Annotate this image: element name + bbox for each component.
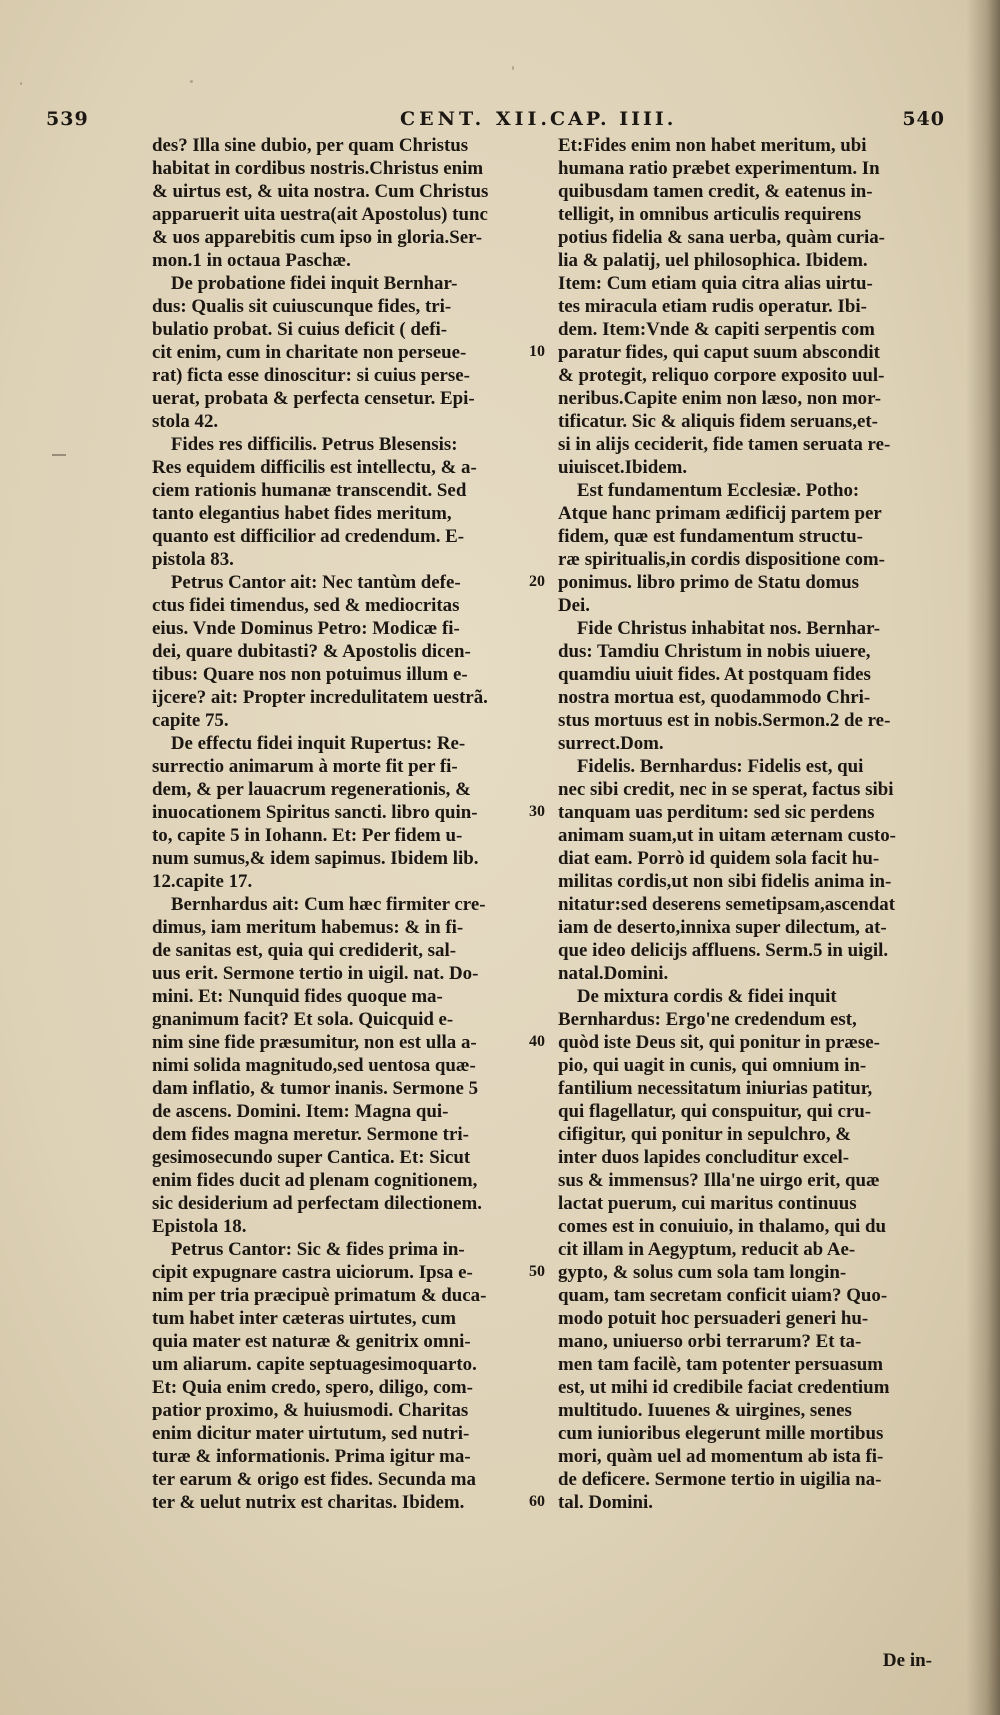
text-line: gnanimum facit? Et sola. Quicquid e- [152, 1009, 454, 1030]
text-line: capite 75. [152, 710, 229, 731]
text-line: de ascens. Domini. Item: Magna qui- [152, 1101, 449, 1122]
text-line: & uirtus est, & uita nostra. Cum Christus [152, 181, 489, 202]
text-line: animam suam,ut in uitam æternam custo- [558, 825, 896, 846]
text-line: tanto elegantius habet fides meritum, [152, 503, 452, 524]
text-line: surrectio animarum à morte fit per fi- [152, 756, 458, 777]
text-line: Res equidem difficilis est intellectu, & a- [152, 457, 477, 478]
text-line: Fidelis. Bernhardus: Fidelis est, qui [558, 756, 864, 777]
text-line: dem. Item:Vnde & capiti serpentis com [558, 319, 875, 340]
text-line: Dei. [558, 595, 590, 616]
text-line: eius. Vnde Dominus Petro: Modicæ fi- [152, 618, 460, 639]
text-line: si in alijs ceciderit, fide tamen seruata re- [558, 434, 891, 455]
text-line: ijcere? ait: Propter incredulitatem uestrã. [152, 687, 488, 708]
text-line: quibusdam tamen credit, & eatenus in- [558, 181, 873, 202]
paper-speck [190, 80, 193, 83]
text-line: humana ratio præbet experimentum. In [558, 158, 880, 179]
text-line: neribus.Capite enim non læso, non mor- [558, 388, 882, 409]
text-line: diat eam. Porrò id quidem sola facit hu- [558, 848, 880, 869]
text-line: ter & uelut nutrix est charitas. Ibidem. [152, 1492, 465, 1513]
text-line: quòd iste Deus sit, qui ponitur in præse- [558, 1032, 880, 1053]
text-line: nim per tria præcipuè primatum & duca- [152, 1285, 487, 1306]
text-line: nitatur:sed deserens semetipsam,ascendat [558, 894, 896, 915]
text-line: que ideo delicijs affluens. Serm.5 in uigil. [558, 940, 889, 961]
text-line: sic desiderium ad perfectam dilectionem. [152, 1193, 482, 1214]
text-line: dei, quare dubitasti? & Apostolis dicen- [152, 641, 471, 662]
text-line: natal.Domini. [558, 963, 669, 984]
text-line: Item: Cum etiam quia citra alias uirtu- [558, 273, 873, 294]
text-line: modo potuit hoc persuaderi generi hu- [558, 1308, 869, 1329]
text-line: turæ & informationis. Prima igitur ma- [152, 1446, 471, 1467]
text-line: cifigitur, qui ponitur in sepulchro, & [558, 1124, 852, 1145]
text-line: Fide Christus inhabitat nos. Bernhar- [558, 618, 881, 639]
text-line: inter duos lapides concluditur excel- [558, 1147, 850, 1168]
text-line: um aliarum. capite septuagesimoquarto. [152, 1354, 477, 1375]
paper-speck [512, 66, 514, 70]
text-line: des? Illa sine dubio, per quam Christus [152, 135, 469, 156]
text-line: nec sibi credit, nec in se sperat, factus sibi [558, 779, 894, 800]
text-line: mon.1 in octaua Paschæ. [152, 250, 351, 271]
text-line: De effectu fidei inquit Rupertus: Re- [152, 733, 466, 754]
text-line: est, ut mihi id credibile faciat credentium [558, 1377, 890, 1398]
text-line: rat) ficta esse dinoscitur: si cuius perse- [152, 365, 470, 386]
text-line: mini. Et: Nunquid fides quoque ma- [152, 986, 443, 1007]
text-line: dam inflatio, & tumor inanis. Sermone 5 [152, 1078, 479, 1099]
text-line: stola 42. [152, 411, 219, 432]
text-line: De mixtura cordis & fidei inquit [558, 986, 837, 1007]
right-text-column [558, 134, 936, 1514]
text-line: nimi solida magnitudo,sed uentosa quæ- [152, 1055, 476, 1076]
text-line: tibus: Quare nos non potuimus illum e- [152, 664, 468, 685]
text-line: dimus, iam meritum habemus: & in fi- [152, 917, 464, 938]
text-line: cit enim, cum in charitate non perseue- [152, 342, 467, 363]
running-head-right: CAP. IIII. [550, 108, 677, 130]
text-line: num sumus,& idem sapimus. Ibidem lib. [152, 848, 479, 869]
line-number: 10 [529, 343, 545, 360]
binding-shadow [966, 0, 1000, 1715]
text-line: enim dicitur mater uirtutum, sed nutri- [152, 1423, 470, 1444]
right-page-number: 540 [902, 108, 945, 130]
text-line: Epistola 18. [152, 1216, 247, 1237]
text-line: ræ spiritualis,in cordis dispositione com- [558, 549, 885, 570]
text-line: nostra mortua est, quodammodo Chri- [558, 687, 871, 708]
text-line: comes est in conuiuio, in thalamo, qui du [558, 1216, 887, 1237]
text-line: militas cordis,ut non sibi fidelis anima in- [558, 871, 892, 892]
text-line: quia mater est naturæ & genitrix omni- [152, 1331, 471, 1352]
margin-mark [52, 454, 66, 456]
text-line: gesimosecundo super Cantica. Et: Sicut [152, 1147, 471, 1168]
text-line: ponimus. libro primo de Statu domus [558, 572, 859, 593]
text-line: iam de deserto,innixa super dilectum, at- [558, 917, 887, 938]
text-line: Atque hanc primam ædificij partem per [558, 503, 882, 524]
text-line: men tam facilè, tam potenter persuasum [558, 1354, 883, 1375]
text-line: Petrus Cantor ait: Nec tantùm defe- [152, 572, 461, 593]
line-number: 30 [529, 803, 545, 820]
text-line: multitudo. Iuuenes & uirgines, senes [558, 1400, 852, 1421]
text-line: potius fidelia & sana uerba, quàm curia- [558, 227, 885, 248]
text-line: nim sine fide præsumitur, non est ulla a- [152, 1032, 477, 1053]
text-line: mori, quàm uel ad momentum ab ista fi- [558, 1446, 884, 1467]
text-line: gypto, & solus cum sola tam longin- [558, 1262, 847, 1283]
text-line: lia & palatij, uel philosophica. Ibidem. [558, 250, 868, 271]
line-number: 40 [529, 1033, 545, 1050]
text-line: Petrus Cantor: Sic & fides prima in- [152, 1239, 465, 1260]
text-line: pio, qui uagit in cunis, qui omnium in- [558, 1055, 867, 1076]
text-line: tal. Domini. [558, 1492, 653, 1513]
text-line: fidem, quæ est fundamentum structu- [558, 526, 863, 547]
text-line: quamdiu uiuit fides. At postquam fides [558, 664, 871, 685]
text-line: Et: Quia enim credo, spero, diligo, com- [152, 1377, 473, 1398]
text-line: apparuerit uita uestra(ait Apostolus) tunc [152, 204, 488, 225]
text-line: quanto est difficilior ad credendum. E- [152, 526, 465, 547]
text-line: dem, & per lauacrum regenerationis, & [152, 779, 471, 800]
text-line: enim fides ducit ad plenam cognitionem, [152, 1170, 478, 1191]
left-page-number: 539 [46, 108, 89, 130]
text-line: Bernhardus ait: Cum hæc firmiter cre- [152, 894, 486, 915]
text-line: lactat puerum, cui maritus continuus [558, 1193, 857, 1214]
text-line: cit illam in Aegyptum, reducit ab Ae- [558, 1239, 856, 1260]
text-line: mano, uniuerso orbi terrarum? Et ta- [558, 1331, 862, 1352]
text-line: fantilium necessitatum iniurias patitur, [558, 1078, 873, 1099]
text-line: & protegit, reliquo corpore exposito uul- [558, 365, 885, 386]
text-line: habitat in cordibus nostris.Christus enim [152, 158, 484, 179]
line-number: 20 [529, 573, 545, 590]
text-line: uerat, probata & perfecta censetur. Epi- [152, 388, 475, 409]
text-line: ciem rationis humanæ transcendit. Sed [152, 480, 467, 501]
text-line: sus & immensus? Illa'ne uirgo erit, quæ [558, 1170, 880, 1191]
text-line: ter earum & origo est fides. Secunda ma [152, 1469, 476, 1490]
text-line: tanquam uas perditum: sed sic perdens [558, 802, 875, 823]
text-line: stus mortuus est in nobis.Sermon.2 de re- [558, 710, 891, 731]
text-line: ctus fidei timendus, sed & mediocritas [152, 595, 460, 616]
text-line: dus: Tamdiu Christum in nobis uiuere, [558, 641, 871, 662]
left-text-column [152, 134, 518, 1514]
text-line: Est fundamentum Ecclesiæ. Potho: [558, 480, 860, 501]
text-line: cum iunioribus elegerunt mille mortibus [558, 1423, 884, 1444]
line-number: 50 [529, 1263, 545, 1280]
text-line: bulatio probat. Si cuius deficit ( defi- [152, 319, 448, 340]
text-line: 12.capite 17. [152, 871, 253, 892]
text-line: uus erit. Sermone tertio in uigil. nat. Do- [152, 963, 479, 984]
text-line: & uos apparebitis cum ipso in gloria.Ser- [152, 227, 483, 248]
text-line: quam, tam secretam conficit uiam? Quo- [558, 1285, 888, 1306]
text-line: De probatione fidei inquit Bernhar- [152, 273, 458, 294]
text-line: to, capite 5 in Iohann. Et: Per fidem u- [152, 825, 463, 846]
text-line: inuocationem Spiritus sancti. libro quin- [152, 802, 478, 823]
paper-speck [20, 82, 22, 85]
text-line: de sanitas est, quia qui crediderit, sal- [152, 940, 457, 961]
text-line: telligit, in omnibus articulis requirens [558, 204, 862, 225]
text-line: qui flagellatur, qui conspuitur, qui cru- [558, 1101, 872, 1122]
text-line: uiuiscet.Ibidem. [558, 457, 688, 478]
text-line: Fides res difficilis. Petrus Blesensis: [152, 434, 458, 455]
text-line: Bernhardus: Ergo'ne credendum est, [558, 1009, 857, 1030]
text-line: cipit expugnare castra uiciorum. Ipsa e- [152, 1262, 473, 1283]
text-line: dem fides magna meretur. Sermone tri- [152, 1124, 469, 1145]
catchword: De in- [882, 1650, 932, 1671]
text-line: surrect.Dom. [558, 733, 664, 754]
text-line: tum habet inter cæteras uirtutes, cum [152, 1308, 456, 1329]
line-number: 60 [529, 1493, 545, 1510]
text-line: de deficere. Sermone tertio in uigilia na- [558, 1469, 882, 1490]
text-line: Et:Fides enim non habet meritum, ubi [558, 135, 867, 156]
text-line: tificatur. Sic & aliquis fidem seruans,et- [558, 411, 878, 432]
text-line: tes miracula etiam rudis operatur. Ibi- [558, 296, 867, 317]
text-line: pistola 83. [152, 549, 234, 570]
text-line: patior proximo, & huiusmodi. Charitas [152, 1400, 469, 1421]
running-head-left: CENT. XII. [400, 108, 552, 130]
text-line: dus: Qualis sit cuiuscunque fides, tri- [152, 296, 452, 317]
text-line: paratur fides, qui caput suum abscondit [558, 342, 880, 363]
